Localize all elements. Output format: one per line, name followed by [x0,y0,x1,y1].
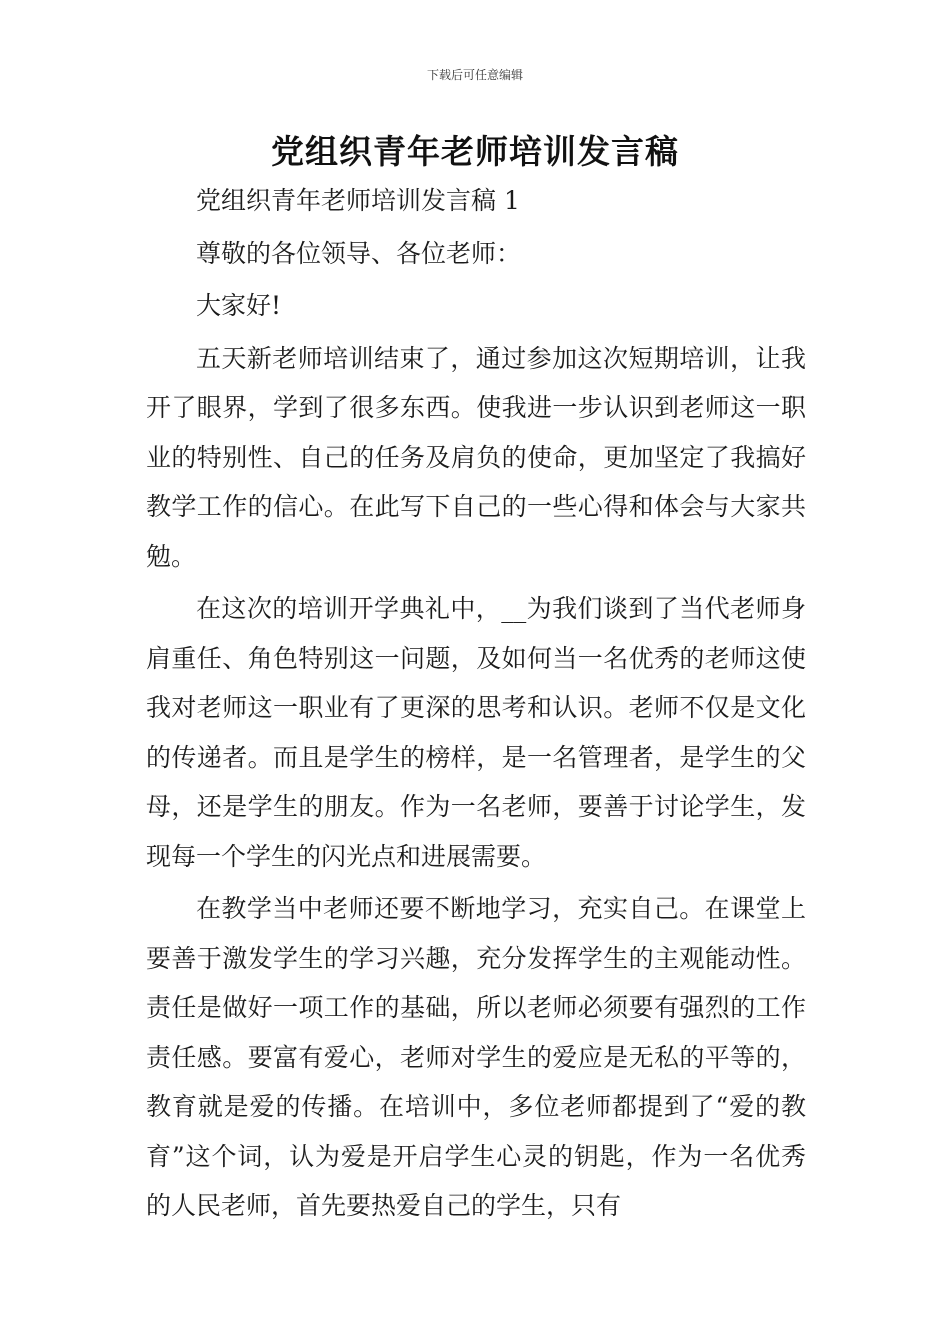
paragraph-subtitle: 党组织青年老师培训发言稿 1 [196,186,520,215]
paragraph-greeting: 大家好! [196,291,282,320]
header-note: 下载后可任意编辑 [426,68,523,82]
paragraph-salutation: 尊敬的各位领导、各位老师： [196,238,522,268]
paragraph: 五天新老师培训结束了，通过参加这次短期培训，让我开了眼界，学到了很多东西。使我进一步认识到老师这一职业的特别性、自己的任务及肩负的使命，更加坚定了我搞好教学工作的信心。在此写下自己的一些心得和体会与大家共勉。 [146,343,806,571]
paragraph: 在教学当中老师还要不断地学习，充实自己。在课堂上要善于激发学生的学习兴趣，充分发挥学生的主观能动性。责任是做好一项工作的基础，所以老师必须要有强烈的工作责任感。要富有爱心，老师对学生的爱应是无私的平等的，教育就是爱的传播。在培训中，多位老师都提到了“爱的教育”这个词，认为爱是开启学生心灵的钥匙，作为一名优秀的人民老师，首先要热爱自己的学生，只有 [146,894,806,1220]
paragraph: 在这次的培训开学典礼中，__为我们谈到了当代老师身肩重任、角色特别这一问题，及如何当一名优秀的老师这使我对老师这一职业有了更深的思考和认识。老师不仅是文化的传递者。而且是学生的榜样，是一名管理者，是学生的父母，还是学生的朋友。作为一名老师，要善于讨论学生，发现每一个学生的闪光点和进展需要。 [146,594,806,871]
document-body [146,176,806,1234]
document-title: 党组织青年老师培训发言稿 [271,132,679,171]
